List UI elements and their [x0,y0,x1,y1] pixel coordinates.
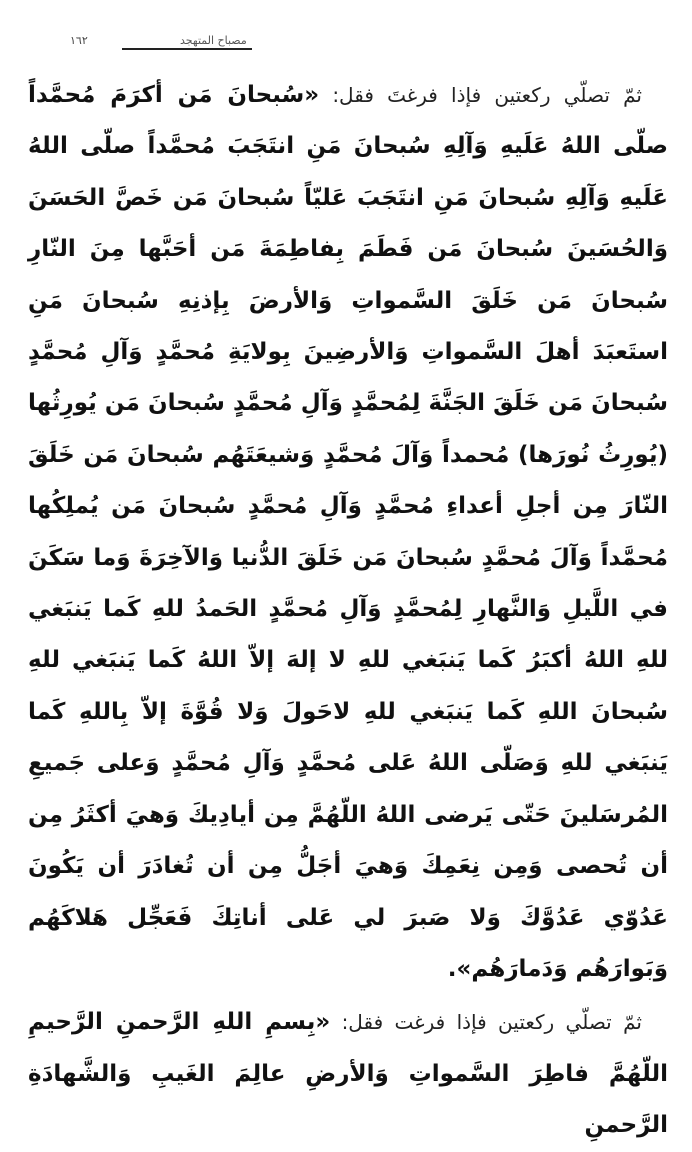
paragraph-1 [28,70,668,995]
paragraph-1-intro: ثمّ تصلّي ركعتين فإذا فرغتَ فقل: [319,83,642,107]
paragraph-2-prayer: «بِسمِ اللهِ الرَّحمنِ الرَّحيمِ اللّهُمَّ فاطِرَ السَّمواتِ وَالأرضِ عالِمَ الغَيبِ وَالشَّهادَةِ الرَّحمنِ [28,1009,668,1139]
page-number: ١٦٢ [70,34,88,47]
paragraph-1-prayer: «سُبحانَ مَن أكرَمَ مُحمَّداً صلّى اللهُ عَلَيهِ وَآلِهِ سُبحانَ مَنِ انتَجَبَ مُحمَّداً صلّى اللهُ عَلَيهِ وَآلِهِ سُبحانَ مَنِ انتَجَبَ عَليّاً سُبحانَ مَن خَصَّ الحَسَنَ وَالحُسَينَ سُبحانَ مَن فَطَمَ بِفاطِمَةَ مَن أحَبَّها مِنَ النّارِ سُبحانَ مَن خَلَقَ السَّمواتِ وَالأرضَ بِإذنِهِ سُبحانَ مَنِ استَعبَدَ أهلَ السَّمواتِ وَالأرضِينَ بِولايَةِ مُحمَّدٍ وَآلِ مُحمَّدٍ سُبحانَ مَن خَلَقَ الجَنَّةَ لِمُحمَّدٍ وَآلِ مُحمَّدٍ سُبحانَ مَن يُورِثُها (يُورِثُ نُورَها) مُحمداً وَآلَ مُحمَّدٍ وَشيعَتَهُم سُبحانَ مَن خَلَقَ النّارَ مِن أجلِ أعداءِ مُحمَّدٍ وَآلِ مُحمَّدٍ سُبحانَ مَن يُملِكُها مُحمَّداً وَآلَ مُحمَّدٍ سُبحانَ مَن خَلَقَ الدُّنيا وَالآخِرَةَ وَما سَكَنَ في اللَّيلِ وَالنَّهارِ لِمُحمَّدٍ وَآلِ مُحمَّدٍ الحَمدُ للهِ كَما يَنبَغي للهِ اللهُ أكبَرُ كَما يَنبَغي للهِ لا إلهَ إلاّ اللهُ كَما يَنبَغي للهِ سُبحانَ اللهِ كَما يَنبَغي للهِ لاحَولَ وَلا قُوَّةَ إلاّ بِاللهِ كَما يَنبَغي للهِ وَصَلّى اللهُ عَلى مُحمَّدٍ وَآلِ مُحمَّدٍ وَعلى جَميعِ المُرسَلينَ حَتّى يَرضى اللهُ اللّهُمَّ مِن أيادِيكَ وَهيَ أكثَرُ مِن أن تُحصى وَمِن نِعَمِكَ وَهيَ أجَلُّ مِن أن تُغادَرَ أن يَكُونَ عَدُوّي عَدُوَّكَ وَلا صَبرَ لي عَلى أناتِكَ فَعَجِّل هَلاكَهُم وَبَوارَهُم وَدَمارَهُم». [28,82,668,982]
running-title: مصباح المتهجد [180,34,247,47]
header-divider [122,48,252,50]
page-header [62,30,262,56]
paragraph-2 [28,997,668,1151]
paragraph-2-intro: ثمّ تصلّي ركعتين فإذا فرغت فقل: [330,1010,642,1035]
body-text [28,70,668,1152]
